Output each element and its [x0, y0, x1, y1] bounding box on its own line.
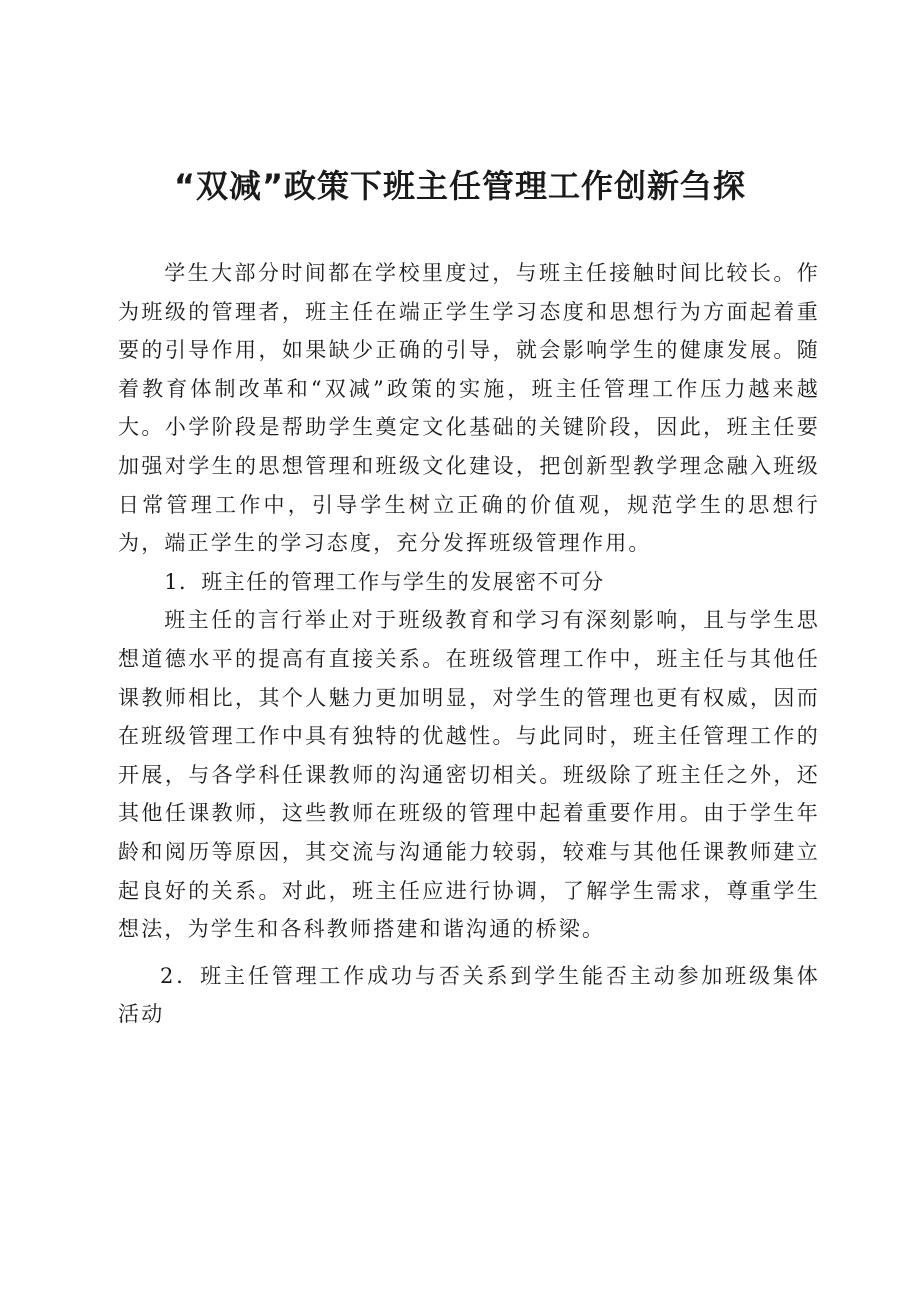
section-heading-2: 2．班主任管理工作成功与否关系到学生能否主动参加班级集体活动 [118, 963, 820, 1027]
section-1-paragraph: 班主任的言行举止对于班级教育和学习有深刻影响，且与学生思想道德水平的提高有直接关系。在班级管理工作中，班主任与其他任课教师相比，其个人魅力更加明显，对学生的管理也更有权威，因而在班级管理工作中具有独特的优越性。与此同时，班主任管理工作的开展，与各学科任课教师的沟通密切相关。班级除了班主任之外，还其他任课教师，这些教师在班级的管理中起着重要作用。由于学生年龄和阅历等原因，其交流与沟通能力较弱，较难与其他任课教师建立起良好的关系。对此，班主任应进行协调，了解学生需求，尊重学生想法，为学生和各科教师搭建和谐沟通的桥梁。 [118, 608, 820, 942]
document-title: “双减”政策下班主任管理工作创新刍探 [173, 167, 747, 205]
section-heading-1: 1．班主任的管理工作与学生的发展密不可分 [164, 569, 605, 594]
document-body [118, 254, 820, 1034]
intro-paragraph: 学生大部分时间都在学校里度过，与班主任接触时间比较长。作为班级的管理者，班主任在端正学生学习态度和思想行为方面起着重要的引导作用，如果缺少正确的引导，就会影响学生的健康发展。随着教育体制改革和“双减”政策的实施，班主任管理工作压力越来越大。小学阶段是帮助学生奠定文化基础的关键阶段，因此，班主任要加强对学生的思想管理和班级文化建设，把创新型教学理念融入班级日常管理工作中，引导学生树立正确的价值观，规范学生的思想行为，端正学生的学习态度，充分发挥班级管理作用。 [118, 261, 820, 556]
